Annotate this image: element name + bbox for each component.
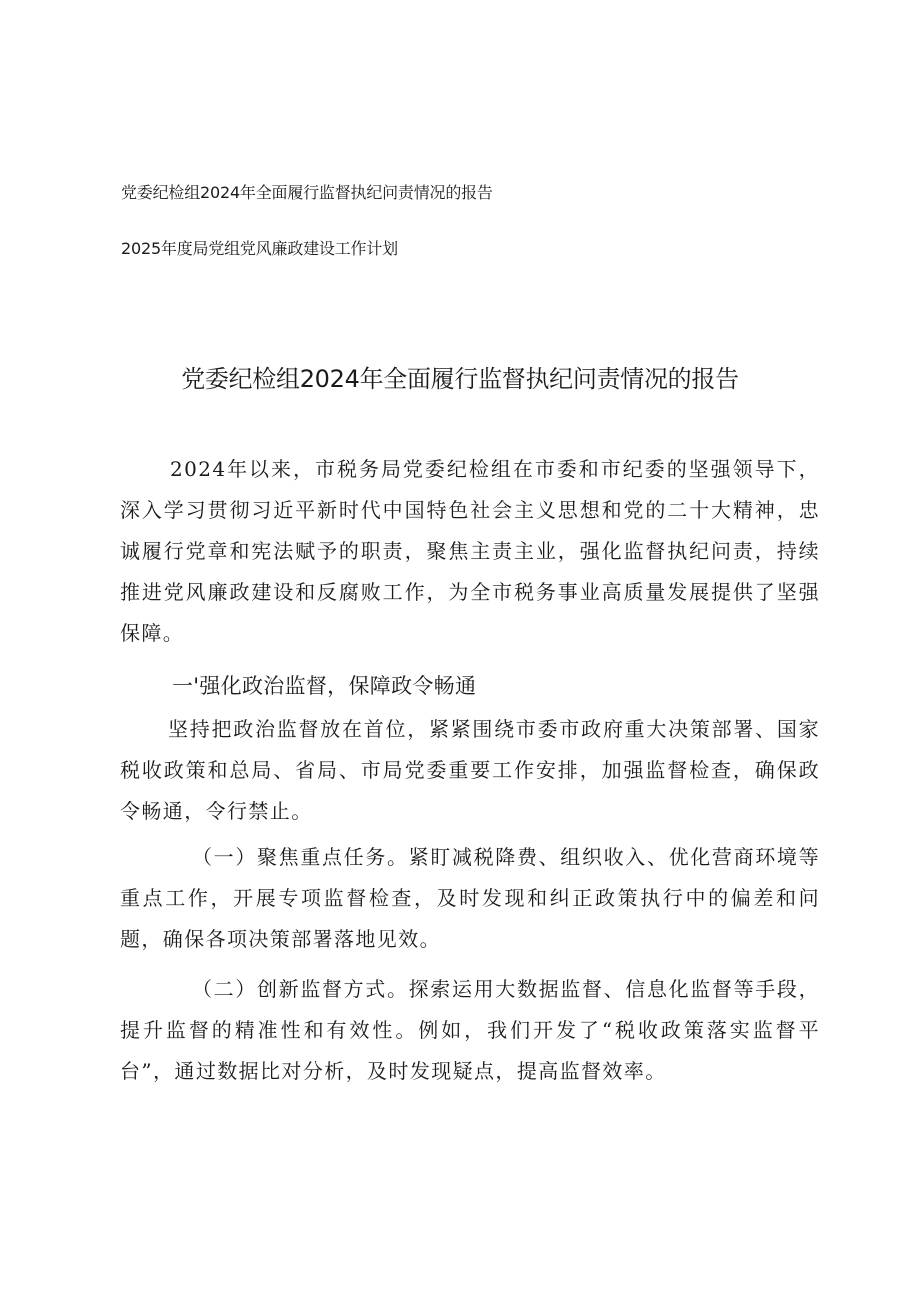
section-1-item-2-paragraph: （二）创新监督方式。探索运用大数据监督、信息化监督等手段，提升监督的精准性和有效性。例如，我们开发了“税收政策落实监督平台”，通过数据比对分析，及时发现疑点，提高监督效率。 <box>120 977 820 1083</box>
document-title: 党委纪检组2024年全面履行监督执纪问责情况的报告 <box>181 365 739 393</box>
toc-item-2: 2025年度局党组党风廉政建设工作计划 <box>121 239 398 258</box>
section-1-heading: 一'强化政治监督，保障政令畅通 <box>172 674 477 698</box>
intro-paragraph: 2024年以来，市税务局党委纪检组在市委和市纪委的坚强领导下，深入学习贯彻习近平新时代中国特色社会主义思想和党的二十大精神，忠诚履行党章和宪法赋予的职责，聚焦主责主业，强化监督执纪问责，持续推进党风廉政建设和反腐败工作，为全市税务事业高质量发展提供了坚强保障。 <box>120 457 820 645</box>
section-1-item-1-paragraph: （一）聚焦重点任务。紧盯减税降费、组织收入、优化营商环境等重点工作，开展专项监督检查，及时发现和纠正政策执行中的偏差和问题，确保各项决策部署落地见效。 <box>120 845 820 951</box>
section-1-paragraph: 坚持把政治监督放在首位，紧紧围绕市委市政府重大决策部署、国家税收政策和总局、省局、市局党委重要工作安排，加强监督检查，确保政令畅通，令行禁止。 <box>120 717 820 823</box>
toc-item-1: 党委纪检组2024年全面履行监督执纪问责情况的报告 <box>121 183 493 202</box>
